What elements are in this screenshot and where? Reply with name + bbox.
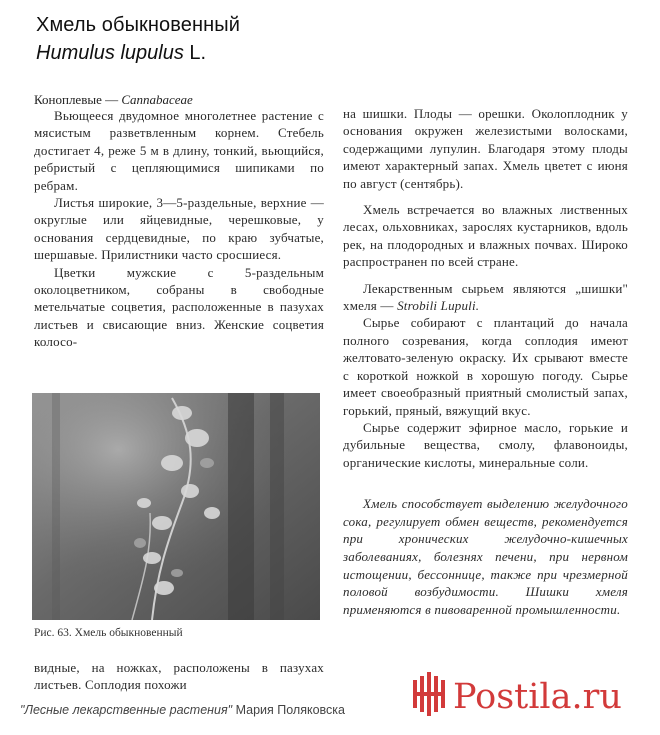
description-paragraph: Вьющееся двудомное многолетнее растение с мясистым разветвленным корнем. Стебель достигает 4, реже 5 м в длину, тонкий, вьющийся, ребристый с цепляющимися шипиками по ребрам. [34,108,324,193]
flowers-paragraph: Цветки мужские с 5-раздельным околоцветником, собраны в свободные метельчатые соцветия, расположенные в пазухах листьев и свисающие вниз. Женские соцветия колосо- [34,264,324,350]
author-name: Мария Поляковска [232,703,345,717]
latin-author: L. [189,42,207,64]
hop-plant-photo [32,393,320,620]
leaves-paragraph: Листья широкие, 3—5-раздельные, верхние — округлые или яйцевидные, черешковые, у основания сердцевидные, по краю зубчатые, шершавые. Прилистники часто сросшиеся. [34,195,324,263]
usage-paragraph: Хмель способствует выделению желудочного сока, регулирует обмен веществ, рекомендуется при хронических желудочно-кишечных заболеваниях, болезнях печени, при нервном истощении, бессоннице, также при чрезмерной половой возбудимости. Шишки хмеля применяются в пивоваренной промышленности. [343,496,628,617]
raw-material-paragraph [343,280,628,315]
watermark-text: Postila.ru [453,677,622,717]
text-column-right [343,105,628,618]
latin-title [36,42,206,65]
text-column-left [34,107,324,351]
latin-name: Humulus lupulus [36,42,184,64]
figure-caption: Рис. 63. Хмель обыкновенный [34,627,183,639]
family-latin: Cannabaceae [121,92,193,107]
book-title: "Лесные лекарственные растения" [20,703,233,717]
harvest-paragraph: Сырье собирают с плантаций до начала полного созревания, когда соплодия имеют желтовато-зеленую окраску. Их срывают вместе с короткой ножкой в хорошую погоду. Сырье имеет своеобразный приятный смолистый запах, горький, пряный, вяжущий вкус. [343,315,628,418]
raw-material-latin: Strobili Lupuli. [397,298,480,314]
postila-watermark [409,662,659,728]
composition-paragraph: Сырье содержит эфирное масло, горькие и дубильные вещества, смолу, флавоноиды, органические кислоты, минеральные соли. [343,419,628,470]
fruit-paragraph: на шишки. Плоды — орешки. Околоплодник у основания окружен железистыми волосками, содержащими лупулин. Благодаря этому плоды имеют характерный запах. Хмель цветет с июня по август (сентябрь). [343,106,628,191]
habitat-paragraph: Хмель встречается во влажных лиственных лесах, ольховниках, зарослях кустарников, вдоль рек, на плодородных и влажных почвах. Широко распространен по всей стране. [343,202,628,270]
postila-logo-icon [413,672,445,716]
page-title: Хмель обыкновенный [36,14,241,36]
raw-material-text: Лекарственным сырьем являются „шишки" хмеля — [343,280,628,314]
family-name: Коноплевые — [34,92,122,107]
source-footer [20,703,345,717]
left-column-continuation: видные, на ножках, расположены в пазухах листьев. Соплодия похожи [34,660,324,693]
plant-family [34,91,193,108]
